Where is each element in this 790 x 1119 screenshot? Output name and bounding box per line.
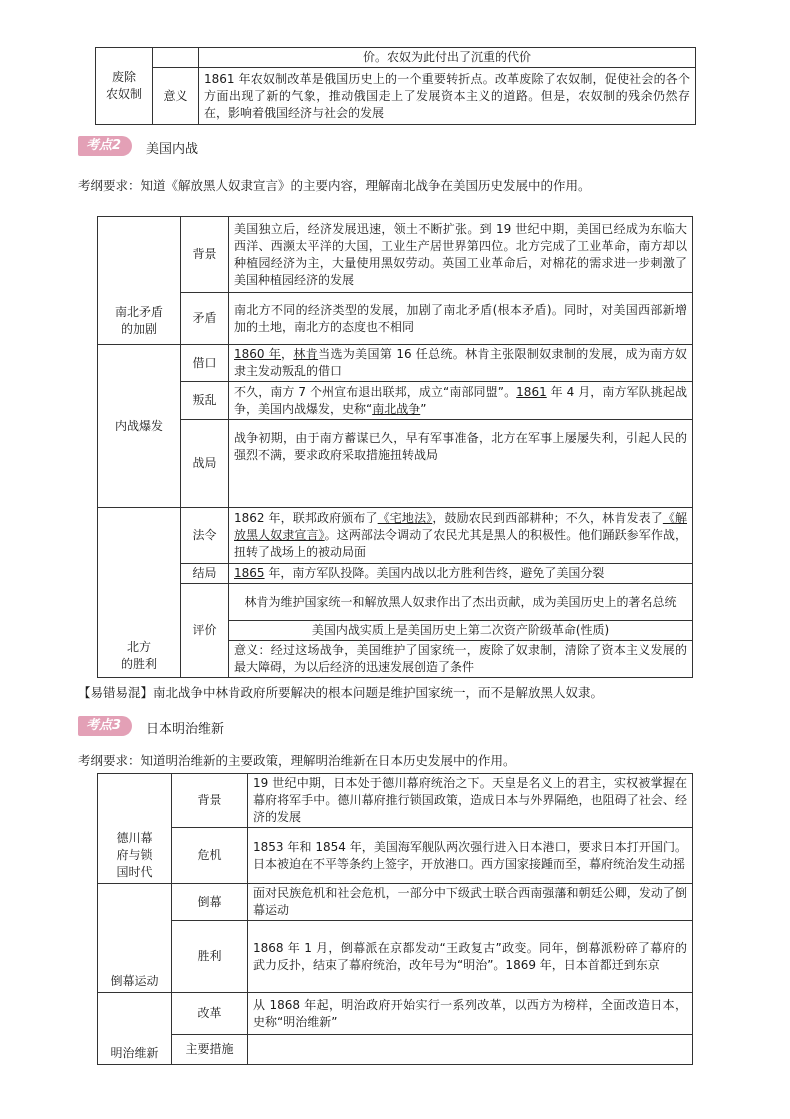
text-cell: 不久，南方 7 个州宣布退出联邦，成立“南部同盟”。1861 年 4 月，南方军队挑起战争，美国内战爆发，史称“南北战争” [229,382,693,420]
category-cell: 废除 农奴制 [96,48,153,125]
text-cell: 面对民族危机和社会危机，一部分中下级武士联合西南强藩和朝廷公卿，发动了倒幕运动 [248,884,693,921]
text-cell: 南北方不同的经济类型的发展，加剧了南北矛盾(根本矛盾)。同时，对美国西部新增加的土地，南北方的态度也不相同 [229,293,693,345]
label-cell: 评价 [181,584,229,678]
label-cell: 主要措施 [172,1035,248,1065]
label-cell: 结局 [181,564,229,584]
label-cell: 背景 [181,217,229,293]
text-cell: 19 世纪中期，日本处于德川幕府统治之下。天皇是名义上的君主，实权被掌握在幕府将军手中。德川幕府推行锁国政策，造成日本与外界隔绝，也阻碍了社会、经济的发展 [248,774,693,828]
group-cell: 南北矛盾 的加剧 [98,217,181,345]
group-cell: 内战爆发 [98,345,181,508]
group-cell: 德川幕 府与锁 国时代 [98,774,172,884]
label-cell: 借口 [181,345,229,382]
label-cell: 叛乱 [181,382,229,420]
text-cell: 从 1868 年起，明治政府开始实行一系列改革，以西方为榜样，全面改造日本，史称“明治维新” [248,993,693,1035]
label-cell: 矛盾 [181,293,229,345]
section-title: 美国内战 [146,142,199,157]
section-badge: 考点2 [78,136,132,156]
label-cell: 意义 [153,68,199,125]
label-cell: 战局 [181,420,229,508]
group-cell: 倒幕运动 [98,884,172,993]
text-cell: 1861 年农奴制改革是俄国历史上的一个重要转折点。改革废除了农奴制，促使社会的各个方面出现了新的气象，推动俄国走上了发展资本主义的道路。但是，农奴制的残余仍然存在，影响着俄国经济与社会的发展 [199,68,696,125]
text-cell: 林肯为维护国家统一和解放黑人奴隶作出了杰出贡献，成为美国历史上的著名总统 [229,584,693,621]
empty-cell [153,48,199,68]
text-cell: 价。农奴为此付出了沉重的代价 [199,48,696,68]
label-cell: 改革 [172,993,248,1035]
serfdom-table [95,47,696,125]
text-cell: 1868 年 1 月，倒幕派在京都发动“王政复古”政变。同年，倒幕派粉碎了幕府的武力反扑，结束了幕府统治，改年号为“明治”。1869 年，日本首都迁到东京 [248,921,693,993]
exam-requirement: 考纲要求：知道《解放黑人奴隶宣言》的主要内容，理解南北战争在美国历史发展中的作用。 [78,178,591,193]
text-cell: 战争初期，由于南方蓄谋已久，早有军事准备，北方在军事上屡屡失利，引起人民的强烈不满，要求政府采取措施扭转战局 [229,420,693,508]
meiji-table [97,773,693,1065]
text-cell [248,1035,693,1065]
text-cell: 1853 年和 1854 年，美国海军舰队两次强行进入日本港口，要求日本打开国门。日本被迫在不平等条约上签字，开放港口。西方国家接踵而至，幕府统治发生动摇 [248,828,693,884]
text-cell: 美国内战实质上是美国历史上第二次资产阶级革命(性质) [229,621,693,641]
text-cell: 意义：经过这场战争，美国维护了国家统一，废除了奴隶制，清除了资本主义发展的最大障碍，为以后经济的迅速发展创造了条件 [229,641,693,678]
error-note: 【易错易混】南北战争中林肯政府所要解决的根本问题是维护国家统一，而不是解放黑人奴隶。 [78,685,604,700]
text-cell: 1860 年，林肯当选为美国第 16 任总统。林肯主张限制奴隶制的发展，成为南方奴隶主发动叛乱的借口 [229,345,693,382]
label-cell: 胜利 [172,921,248,993]
section-badge: 考点3 [78,716,132,736]
label-cell: 倒幕 [172,884,248,921]
exam-requirement: 考纲要求：知道明治维新的主要政策，理解明治维新在日本历史发展中的作用。 [78,753,516,768]
label-cell: 危机 [172,828,248,884]
label-cell: 法令 [181,508,229,564]
label-cell: 背景 [172,774,248,828]
section-title: 日本明治维新 [146,722,225,737]
group-cell: 明治维新 [98,993,172,1065]
text-cell: 美国独立后，经济发展迅速，领土不断扩张。到 19 世纪中期，美国已经成为东临大西洋、西濒太平洋的大国，工业生产居世界第四位。北方完成了工业革命，南方却以种植园经济为主，大量使用黑奴劳动。英国工业革命后，对棉花的需求进一步刺激了美国种植园经济的发展 [229,217,693,293]
text-cell: 1862 年，联邦政府颁布了《宅地法》，鼓励农民到西部耕种；不久，林肯发表了《解放黑人奴隶宣言》。这两部法令调动了农民尤其是黑人的积极性。他们踊跃参军作战，扭转了战场上的被动局面 [229,508,693,564]
text-cell: 1865 年，南方军队投降。美国内战以北方胜利告终，避免了美国分裂 [229,564,693,584]
group-cell: 北方 的胜利 [98,508,181,678]
civil-war-table [97,216,693,678]
